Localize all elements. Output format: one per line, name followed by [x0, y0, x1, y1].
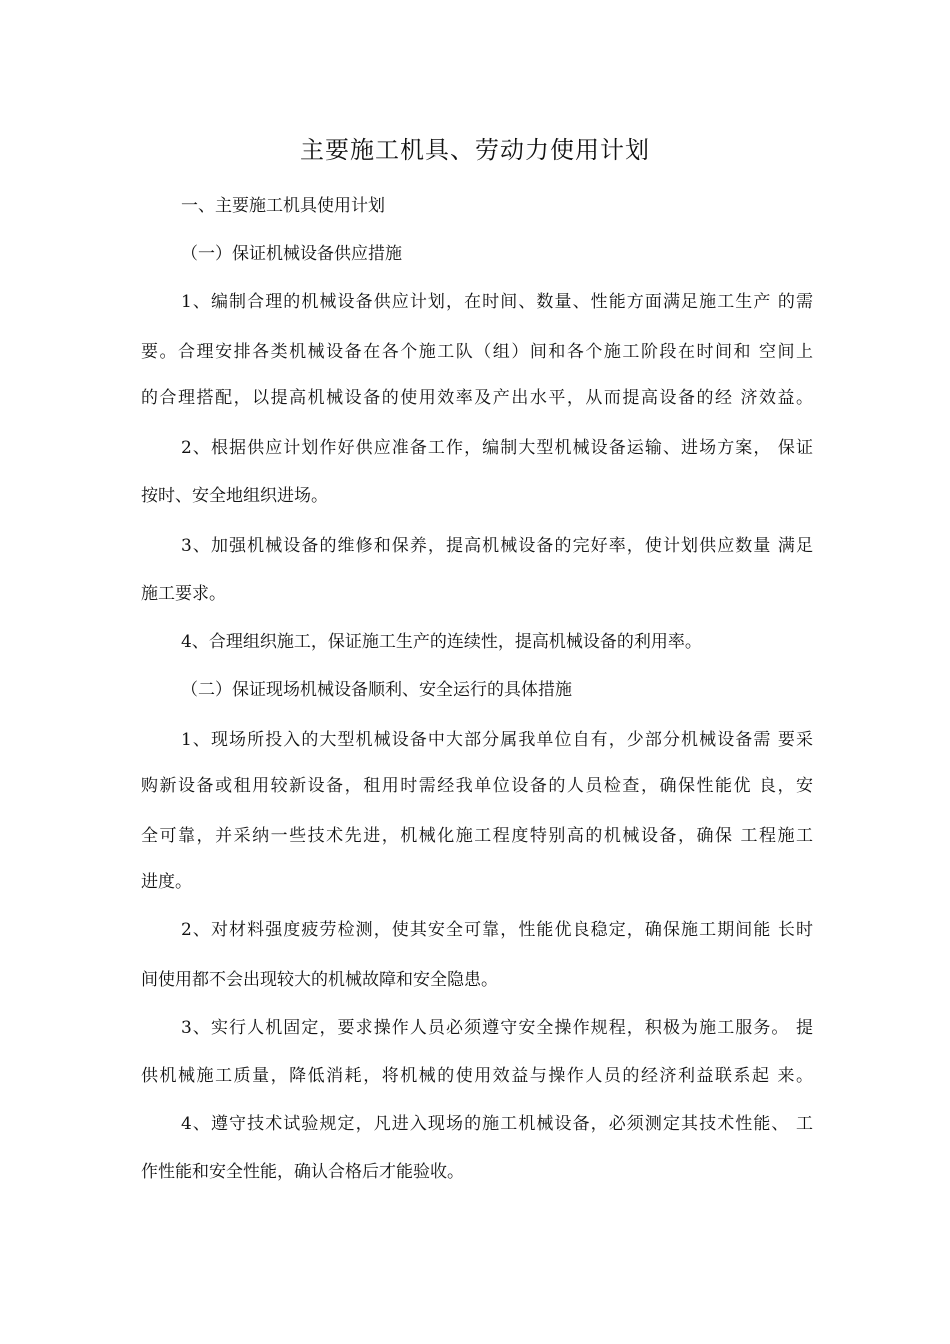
- paragraph-line: 4、合理组织施工，保证施工生产的连续性，提高机械设备的利用率。: [181, 632, 702, 652]
- paragraph-line: 4、遵守技术试验规定，凡进入现场的施工机械设备，必须测定其技术性能、 工: [181, 1114, 813, 1134]
- paragraph-line: 3、加强机械设备的维修和保养，提高机械设备的完好率，使计划供应数量 满足: [181, 536, 813, 556]
- paragraph-line: 全可靠，并采纳一些技术先进，机械化施工程度特别高的机械设备，确保 工程施工: [141, 826, 813, 846]
- paragraph-line: 1、编制合理的机械设备供应计划，在时间、数量、性能方面满足施工生产 的需: [181, 292, 813, 312]
- subsection-heading: （二）保证现场机械设备顺利、安全运行的具体措施: [181, 680, 572, 700]
- paragraph-line: 进度。: [141, 872, 192, 892]
- paragraph-line: 购新设备或租用较新设备，租用时需经我单位设备的人员检查，确保性能优 良，安: [141, 776, 813, 796]
- paragraph-line: 施工要求。: [141, 584, 226, 604]
- subsection-heading: （一）保证机械设备供应措施: [181, 244, 402, 264]
- paragraph-line: 2、根据供应计划作好供应准备工作，编制大型机械设备运输、进场方案， 保证: [181, 438, 813, 458]
- paragraph-line: 3、实行人机固定，要求操作人员必须遵守安全操作规程，积极为施工服务。 提: [181, 1018, 813, 1038]
- paragraph-line: 间使用都不会出现较大的机械故障和安全隐患。: [141, 970, 498, 990]
- document-title: 主要施工机具、劳动力使用计划: [300, 136, 650, 164]
- paragraph-line: 供机械施工质量，降低消耗，将机械的使用效益与操作人员的经济利益联系起 来。: [141, 1066, 813, 1086]
- paragraph-line: 作性能和安全性能，确认合格后才能验收。: [141, 1162, 464, 1182]
- paragraph-line: 的合理搭配，以提高机械设备的使用效率及产出水平，从而提高设备的经 济效益。: [141, 388, 813, 408]
- paragraph-line: 按时、安全地组织进场。: [141, 486, 328, 506]
- paragraph-line: 2、对材料强度疲劳检测，使其安全可靠，性能优良稳定，确保施工期间能 长时: [181, 920, 813, 940]
- section-heading: 一、主要施工机具使用计划: [181, 196, 385, 216]
- paragraph-line: 要。合理安排各类机械设备在各个施工队（组）间和各个施工阶段在时间和 空间上: [141, 342, 813, 362]
- paragraph-line: 1、现场所投入的大型机械设备中大部分属我单位自有，少部分机械设备需 要采: [181, 730, 813, 750]
